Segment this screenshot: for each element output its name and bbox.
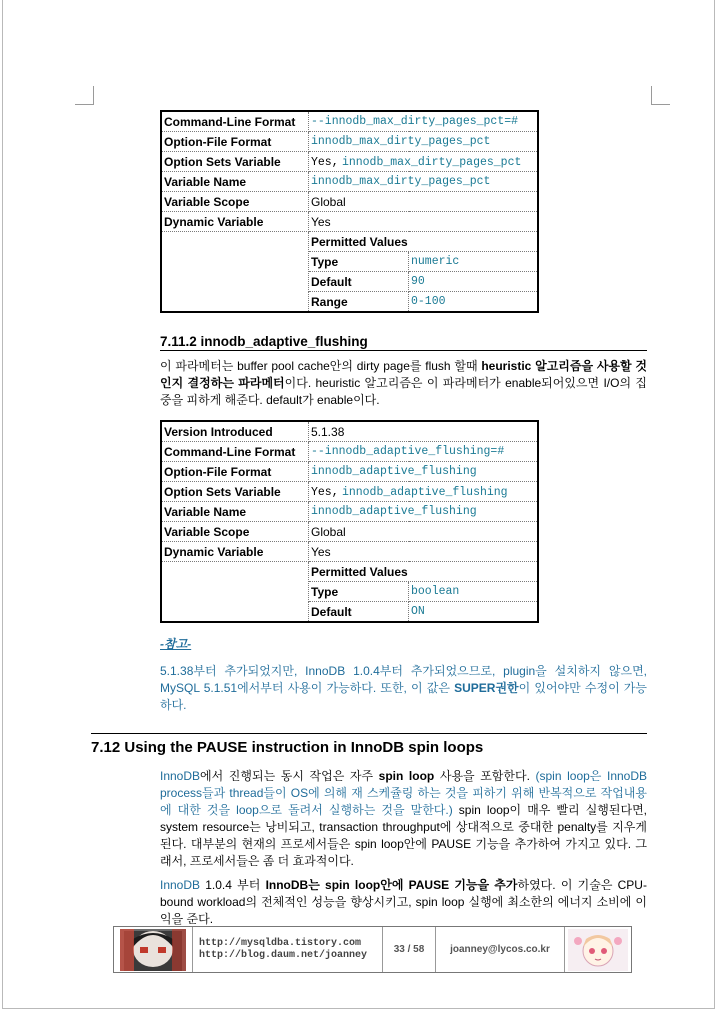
table-row [161,172,538,192]
paragraph-text: spin loop이 매우 빨리 실행된다면, system resource는 낭비되고, transaction throughput에 상대적으로 중대한 penalty를 지우게 된다. 대부분의 현재의 프로세서들은 spin loop안에 PAUSE 기능을 추가하여 가지고 있다. 그래서, 프로세서들은 좀 더 효과적이다. [160,803,647,868]
section-7-11-2-paragraph [160,358,647,409]
option-value-prefix: Yes, [311,486,339,499]
option-value: Global [309,192,539,212]
permitted-key: Default [309,272,409,292]
table-row [161,132,538,152]
option-key: Command-Line Format [161,442,309,462]
option-key: Variable Name [161,172,309,192]
table-row [161,212,538,232]
innodb-term: InnoDB [160,769,201,783]
option-value: innodb_max_dirty_pages_pct [309,172,539,192]
option-key: Version Introduced [161,421,309,442]
footer-links [193,927,383,972]
table-row [161,111,538,132]
option-value: --innodb_adaptive_flushing=# [309,442,539,462]
permitted-key: Type [309,582,409,602]
option-value [309,152,539,172]
table-row [161,152,538,172]
permitted-values-label: Permitted Values [309,562,539,582]
table-row [161,421,538,442]
option-key: Option Sets Variable [161,482,309,502]
crop-mark-top-left [75,86,94,105]
section-7-12-paragraph-1 [160,768,647,870]
option-value: innodb_adaptive_flushing [309,462,539,482]
option-table-adaptive-flushing [160,420,539,623]
option-value-name: innodb_max_dirty_pages_pct [341,156,522,169]
table-row [161,482,538,502]
permitted-value: boolean [409,582,539,602]
blog-link-tistory[interactable]: http://mysqldba.tistory.com [199,937,362,949]
table-row [161,442,538,462]
page-number: 33 / 58 [383,927,436,972]
option-value-prefix: Yes, [311,156,339,169]
note-text: 이 있어야만 수정이 가능하다. [160,681,647,712]
section-heading-7-12: 7.12 Using the PAUSE instruction in InnoDB spin loops [91,739,484,756]
note-title: -참고- [160,637,192,651]
option-value: Global [309,522,539,542]
section-7-12-paragraph-2 [160,877,647,928]
permitted-key: Range [309,292,409,313]
table-row [161,542,538,562]
author-email[interactable]: joanney@lycos.co.kr [436,927,565,972]
paragraph-bold-text: spin loop [378,769,435,783]
footer-avatar-left [114,927,193,972]
note-bold-text: SUPER권한 [454,681,519,695]
permitted-values-label: Permitted Values [309,232,539,252]
paragraph-text: 하였다. 이 기술은 CPU-bound workload의 전체적인 성능을 향상시키고, spin loop 실행에 최소한의 에너지 소비에 이익을 준다. [160,878,647,926]
footer-avatar-right [565,927,631,972]
permitted-value: numeric [409,252,539,272]
paragraph-bold-text: heuristic 알고리즘을 사용할 것인지 결정하는 파라메터 [160,359,647,390]
crop-mark-top-right [651,86,670,105]
page-footer [113,926,632,973]
option-key: Variable Scope [161,192,309,212]
option-value: Yes [309,542,539,562]
option-value: innodb_max_dirty_pages_pct [309,132,539,152]
option-value [309,482,539,502]
table-row [161,522,538,542]
note-paragraph [160,663,647,714]
table-row [161,192,538,212]
paragraph-text: 에서 진행되는 동시 작업은 자주 [200,769,379,783]
option-value: --innodb_max_dirty_pages_pct=# [309,111,539,132]
table-row [161,462,538,482]
section-divider [91,733,647,734]
option-key: Dynamic Variable [161,542,309,562]
option-value: Yes [309,212,539,232]
permitted-value: 0-100 [409,292,539,313]
option-key: Option-File Format [161,462,309,482]
paragraph-bold-text: InnoDB는 spin loop안에 PAUSE 기능을 추가 [265,878,518,892]
paragraph-text: 이 파라메터는 buffer pool cache안의 dirty page를 flush 할때 [160,359,482,373]
paragraph-text: 사용을 포함한다. [434,769,536,783]
option-key: Variable Name [161,502,309,522]
paragraph-text: 1.0.4 부터 [200,878,266,892]
permitted-key: Type [309,252,409,272]
table-row [161,562,538,582]
permitted-key: Default [309,602,409,623]
permitted-value: 90 [409,272,539,292]
option-key: Option-File Format [161,132,309,152]
paragraph-text: 이다. heuristic 알고리즘은 이 파라메터가 enable되어있으면 I/O의 집중을 피하게 해준다. default가 enable이다. [160,376,648,407]
permitted-value: ON [409,602,539,623]
blank-cell [161,562,309,623]
option-value: 5.1.38 [309,421,539,442]
option-key: Variable Scope [161,522,309,542]
paragraph-blue-text: (spin loop은 InnoDB process들과 thread들이 OS에 의해 재 스케쥴링 하는 것을 피하기 위해 반복적으로 작업내용에 대한 것을 loop으로 돌려서 실행하는 것을 말한다.) [160,769,648,817]
option-table-max-dirty-pages [160,110,539,313]
option-key: Dynamic Variable [161,212,309,232]
cartoon-face-icon [120,929,186,971]
innodb-term: InnoDB [160,878,201,892]
option-value: innodb_adaptive_flushing [309,502,539,522]
blog-link-daum[interactable]: http://blog.daum.net/joanney [199,949,368,961]
blank-cell [161,232,309,313]
cartoon-character-icon [568,929,628,971]
note-text: 5.1.38부터 추가되었지만, InnoDB 1.0.4부터 추가되었으므로, plugin을 설치하지 않으면, MySQL 5.1.51에서부터 사용이 가능하다. 또한, 이 값은 [160,664,647,695]
table-row [161,232,538,252]
option-key: Command-Line Format [161,111,309,132]
option-key: Option Sets Variable [161,152,309,172]
table-row [161,502,538,522]
option-value-name: innodb_adaptive_flushing [341,486,508,499]
section-heading-7-11-2: 7.11.2 innodb_adaptive_flushing [160,334,647,351]
